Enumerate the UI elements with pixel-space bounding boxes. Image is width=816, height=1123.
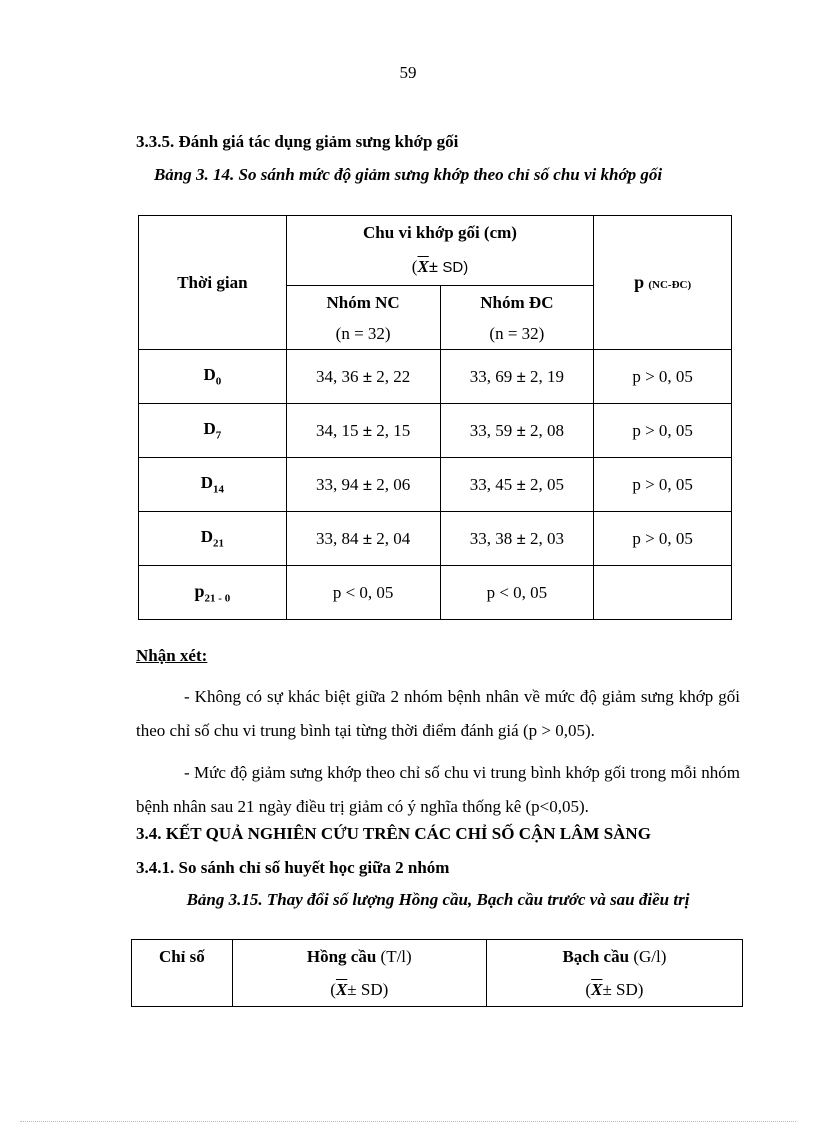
nc-value: 34, 36 ± 2, 22: [286, 350, 440, 404]
header-p-main: p: [634, 272, 645, 292]
p-value: p > 0, 05: [594, 404, 732, 458]
p-value: p > 0, 05: [594, 512, 732, 566]
dc-value: 33, 45 ± 2, 05: [440, 458, 594, 512]
header-circumference: [286, 216, 594, 286]
comment-heading: Nhận xét:: [136, 646, 208, 665]
group-nc-n: (n = 32): [335, 323, 391, 343]
row-label: $D_7$: [139, 404, 287, 458]
open-paren: (: [411, 257, 418, 276]
row-label: $D_{14}$: [139, 458, 287, 512]
table-row: [139, 404, 732, 458]
dc-value: 33, 38 ± 2, 03: [440, 512, 594, 566]
comment-paragraph-1: - Không có sự khác biệt giữa 2 nhóm bệnh nhân về mức độ giảm sưng khớp gối theo chỉ số chu vi trung bình tại từng thời điểm đánh giá (p > 0,05).: [136, 687, 740, 740]
group-dc-n: (n = 32): [489, 323, 545, 343]
nc-value: 33, 84 ± 2, 04: [286, 512, 440, 566]
dc-p21: p < 0, 05: [440, 566, 594, 620]
header-circumference-title: Chu vi khớp gối (cm): [363, 223, 517, 242]
dc-value: 33, 69 ± 2, 19: [440, 350, 594, 404]
table-3-14: [138, 215, 732, 620]
section-heading-3-4: 3.4. KẾT QUẢ NGHIÊN CỨU TRÊN CÁC CHỈ SỐ CẬN LÂM SÀNG: [136, 824, 651, 843]
rbc-label: Hồng cầu: [306, 947, 377, 966]
group-nc-label: Nhóm NC: [326, 292, 400, 312]
wbc-unit: (G/l): [633, 947, 667, 966]
wbc-mean-sd: $(\overline{X}\pm SD)$: [585, 980, 644, 999]
table-row: [139, 512, 732, 566]
section-heading-3-4-1: 3.4.1. So sánh chỉ số huyết học giữa 2 nhóm: [136, 858, 450, 877]
mean-x-symbol: $\overline{X}$: [417, 257, 429, 276]
table-row-p21: [139, 566, 732, 620]
empty-cell: [594, 566, 732, 620]
nc-p21: p < 0, 05: [286, 566, 440, 620]
header-index: Chỉ số: [132, 940, 233, 1007]
page-number: 59: [399, 63, 417, 82]
p-value: p > 0, 05: [594, 350, 732, 404]
row-label: $D_{21}$: [139, 512, 287, 566]
row-label: $D_0$: [139, 350, 287, 404]
plus-minus: ±: [428, 257, 439, 276]
sd-label: SD): [442, 259, 469, 276]
dc-value: 33, 59 ± 2, 08: [440, 404, 594, 458]
section-heading: 3.3.5. Đánh giá tác dụng giảm sưng khớp gối: [136, 132, 459, 151]
table-row: [139, 350, 732, 404]
p-value: p > 0, 05: [594, 458, 732, 512]
group-dc-label: Nhóm ĐC: [480, 292, 554, 312]
nc-value: 33, 94 ± 2, 06: [286, 458, 440, 512]
header-mean-sd: [287, 250, 594, 285]
header-group-dc: [440, 286, 594, 350]
row-label-p21: $p_{21 - 0}$: [139, 566, 287, 620]
nc-value: 34, 15 ± 2, 15: [286, 404, 440, 458]
table-3-15-caption: Bảng 3.15. Thay đổi số lượng Hồng cầu, Bạch cầu trước và sau điều trị: [186, 890, 690, 909]
table-3-15: [131, 939, 743, 1007]
header-p-sub: (NC-ĐC): [648, 279, 692, 291]
comment-paragraph-2: - Mức độ giảm sưng khớp theo chỉ số chu vi trung bình khớp gối trong mỗi nhóm bệnh nhân sau 21 ngày điều trị giảm có ý nghĩa thống kê (p<0,05).: [136, 763, 740, 816]
header-rbc: [232, 940, 486, 1007]
header-p: [594, 216, 732, 350]
table-3-14-caption: Bảng 3. 14. So sánh mức độ giảm sưng khớp theo chỉ số chu vi khớp gối: [153, 165, 663, 184]
header-time: Thời gian: [139, 216, 287, 350]
header-group-nc: [286, 286, 440, 350]
rbc-mean-sd: $(\overline{X}\pm SD)$: [330, 980, 389, 999]
table-row: [139, 458, 732, 512]
header-wbc: [486, 940, 742, 1007]
page-bottom-rule: [20, 1121, 796, 1122]
wbc-label: Bạch cầu: [562, 947, 630, 966]
rbc-unit: (T/l): [380, 947, 412, 966]
